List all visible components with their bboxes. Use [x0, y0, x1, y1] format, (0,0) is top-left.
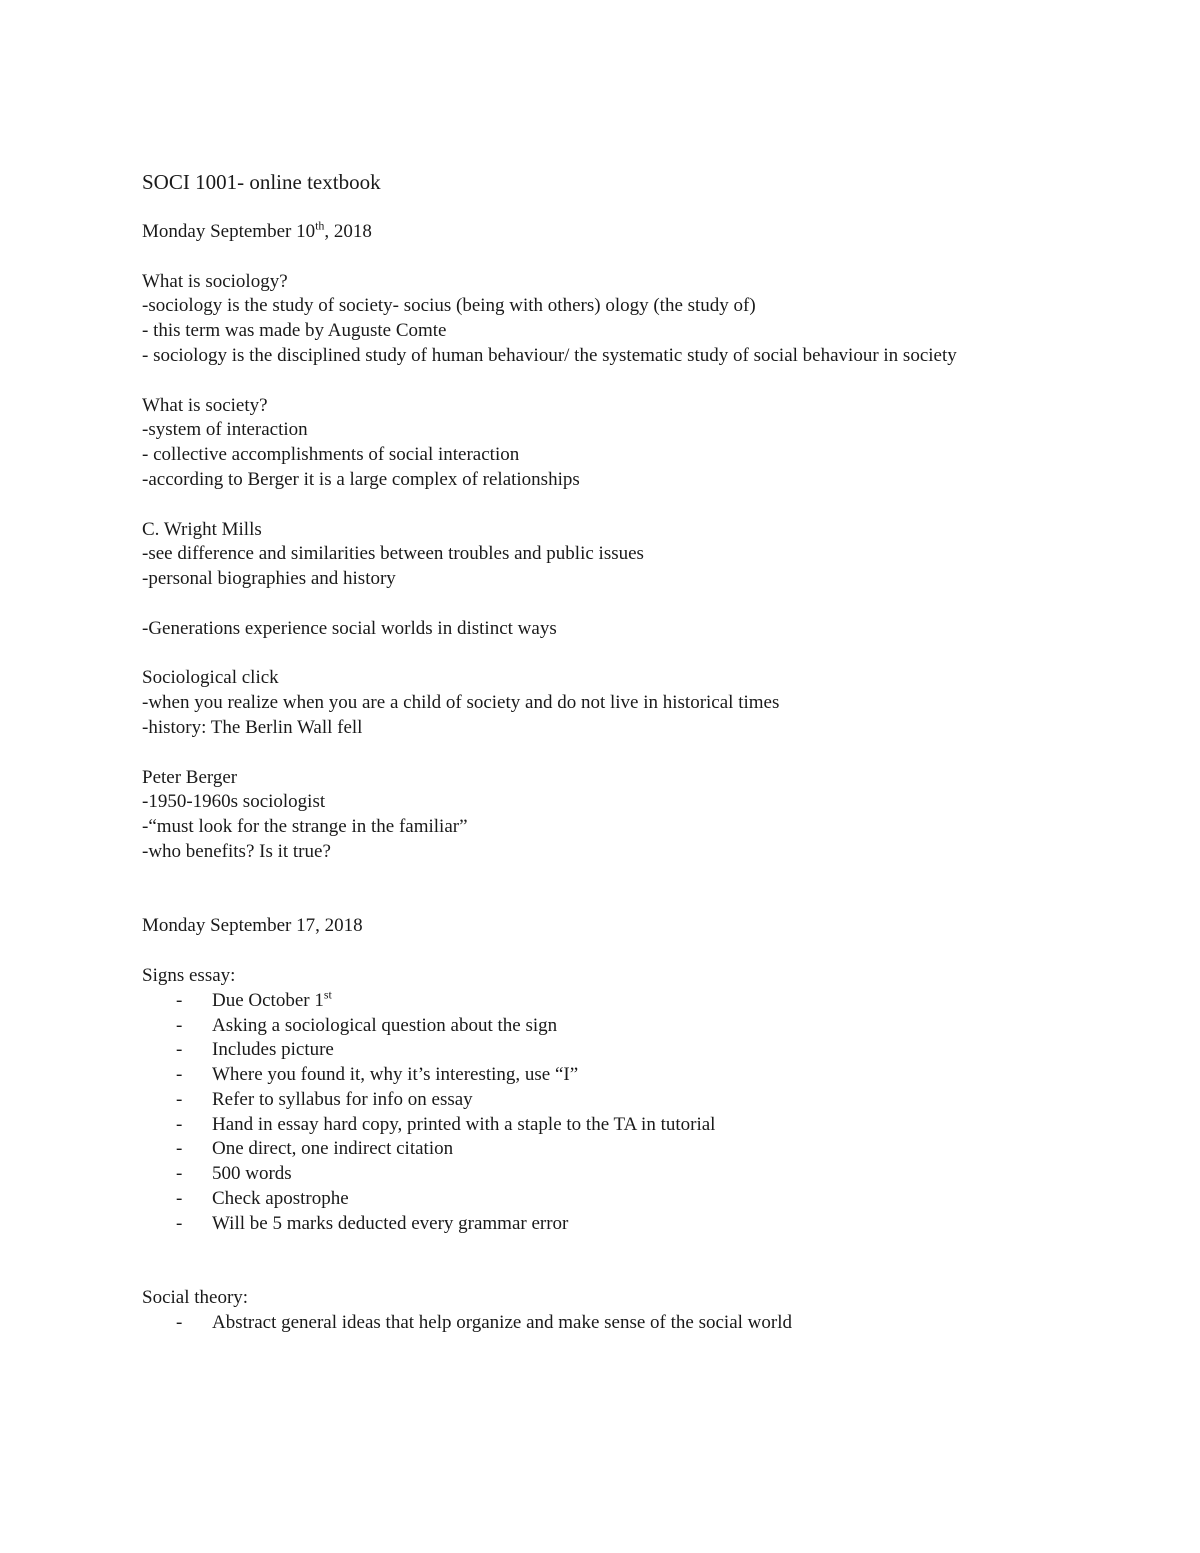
section-heading: Social theory:	[142, 1287, 249, 1309]
section-heading: What is society?	[142, 394, 268, 416]
list-item: - Abstract general ideas that help organize and make sense of the social world	[142, 1311, 1022, 1336]
section-heading: What is sociology?	[142, 270, 288, 292]
section-heading: Peter Berger	[142, 766, 238, 788]
list-item: - Hand in essay hard copy, printed with a staple to the TA in tutorial	[142, 1113, 1022, 1138]
list-item: - Check apostrophe	[142, 1187, 1022, 1212]
list-item: - Refer to syllabus for info on essay	[142, 1088, 1022, 1113]
note-line: -1950-1960s sociologist	[142, 791, 326, 813]
dash-bullet: -	[176, 1312, 183, 1334]
social-theory-list	[142, 1311, 1022, 1336]
list-item: - 500 words	[142, 1162, 1022, 1187]
note-line: -who benefits? Is it true?	[142, 840, 331, 862]
list-item: - One direct, one indirect citation	[142, 1137, 1022, 1162]
note-line: -see difference and similarities between troubles and public issues	[142, 543, 644, 565]
note-line: -personal biographies and history	[142, 568, 396, 590]
dash-bullet: -	[176, 1088, 183, 1110]
dash-bullet: -	[176, 989, 183, 1011]
note-line: - sociology is the disciplined study of human behaviour/ the systematic study of social behaviour in society	[142, 344, 957, 366]
note-line: - this term was made by Auguste Comte	[142, 320, 447, 342]
dash-bullet: -	[176, 1064, 183, 1086]
document-body	[142, 168, 1022, 1336]
lecture-date: Monday September 10th, 2018	[142, 218, 372, 242]
note-line: -according to Berger it is a large complex of relationships	[142, 468, 580, 490]
note-line: -when you realize when you are a child of society and do not live in historical times	[142, 692, 780, 714]
dash-bullet: -	[176, 1212, 183, 1234]
dash-bullet: -	[176, 1163, 183, 1185]
note-line: -“must look for the strange in the familiar”	[142, 816, 468, 838]
essay-requirements-list	[142, 989, 1022, 1237]
list-item: - Asking a sociological question about the sign	[142, 1014, 1022, 1039]
lecture-date: Monday September 17, 2018	[142, 915, 363, 937]
note-line: -sociology is the study of society- socius (being with others) ology (the study of)	[142, 295, 756, 317]
note-line: -Generations experience social worlds in distinct ways	[142, 617, 557, 639]
note-line: -system of interaction	[142, 419, 308, 441]
dash-bullet: -	[176, 1138, 183, 1160]
list-item: - Will be 5 marks deducted every grammar error	[142, 1212, 1022, 1237]
section-heading: Signs essay:	[142, 964, 236, 986]
dash-bullet: -	[176, 1188, 183, 1210]
dash-bullet: -	[176, 1039, 183, 1061]
note-line: - collective accomplishments of social interaction	[142, 444, 520, 466]
section-heading: Sociological click	[142, 667, 279, 689]
dash-bullet: -	[176, 1113, 183, 1135]
dash-bullet: -	[176, 1014, 183, 1036]
list-item: - Includes picture	[142, 1038, 1022, 1063]
list-item: - Due October 1st	[142, 989, 1022, 1014]
document-title: SOCI 1001- online textbook	[142, 170, 381, 194]
list-item: - Where you found it, why it’s interesting, use “I”	[142, 1063, 1022, 1088]
note-line: -history: The Berlin Wall fell	[142, 716, 363, 738]
section-heading: C. Wright Mills	[142, 518, 262, 540]
